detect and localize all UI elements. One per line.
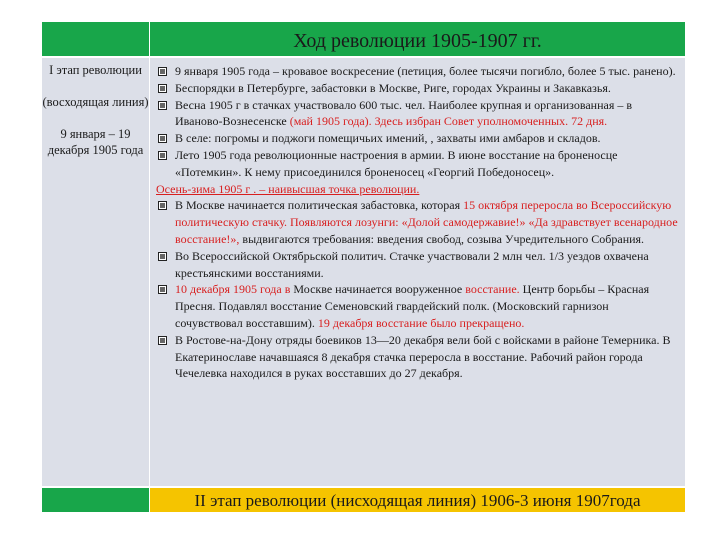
table-title: Ход революции 1905-1907 гг. <box>150 22 685 56</box>
stage-dates: 9 января – 19 декабря 1905 года <box>47 127 144 157</box>
list-item: В селе: погромы и поджоги помещичьих имений, , захваты ими амбаров и складов. <box>156 130 679 147</box>
list-item: В Ростове-на-Дону отряды боевиков 13—20 декабря вели бой с войсками в районе Темерника. В Екатеринославе начавшаяся 8 декабря стачка переросла в восстание. Рабочий район города Чечелевка находился в руках восставших до 27 декабря. <box>156 332 679 382</box>
checkbox-bullet-icon <box>158 201 167 210</box>
checkbox-bullet-icon <box>158 134 167 143</box>
list-item: 9 января 1905 года – кровавое воскресение (петиция, более тысячи погибло, более 5 тыс. ранено). <box>156 63 679 80</box>
revolution-table <box>42 22 685 512</box>
header-left-cell <box>42 22 150 56</box>
next-stage-title: II этап революции (нисходящая линия) 1906-3 июня 1907года <box>150 488 685 512</box>
stage-direction: (восходящая линия) <box>42 95 149 109</box>
events-cell <box>150 58 685 486</box>
stage-name: I этап революции <box>49 63 142 77</box>
checkbox-bullet-icon <box>158 151 167 160</box>
checkbox-bullet-icon <box>158 285 167 294</box>
list-item: Во Всероссийской Октябрьской политич. Стачке участвовали 2 млн чел. 1/3 уездов охвачена крестьянскими восстаниями. <box>156 248 679 282</box>
checkbox-bullet-icon <box>158 252 167 261</box>
list-item: В Москве начинается политическая забастовка, которая 15 октября переросла во Всероссийскую политическую стачку. Появляются лозунги: «Долой самодержавие!» «Да здравствует всенародное восстание!», выдвигаются требования: введения свобод, созыва Учредительного Собрания. <box>156 197 679 247</box>
checkbox-bullet-icon <box>158 101 167 110</box>
checkbox-bullet-icon <box>158 84 167 93</box>
list-item: Беспорядки в Петербурге, забастовки в Москве, Риге, городах Украины и Закавказья. <box>156 80 679 97</box>
list-item: Весна 1905 г в стачках участвовало 600 тыс. чел. Наиболее крупная и организованная – в Иваново-Вознесенске (май 1905 года). Здесь избран Совет уполномоченных. 72 дня. <box>156 97 679 131</box>
checkbox-bullet-icon <box>158 336 167 345</box>
stage-cell <box>42 58 150 486</box>
footer-left-cell <box>42 488 150 512</box>
checkbox-bullet-icon <box>158 67 167 76</box>
climax-heading: Осень-зима 1905 г . – наивысшая точка революции. <box>156 181 420 196</box>
list-item: Лето 1905 года революционные настроения в армии. В июне восстание на броненосце «Потемкин». К нему присоединился броненосец «Георгий Победоносец». <box>156 147 679 181</box>
list-item: 10 декабря 1905 года в Москве начинается вооруженное восстание. Центр борьбы – Красная Пресня. Подавлял восстание Семеновский гвардейский полк. (Московский гарнизон сочувствовал восставшим). 19 декабря восстание было прекращено. <box>156 281 679 331</box>
